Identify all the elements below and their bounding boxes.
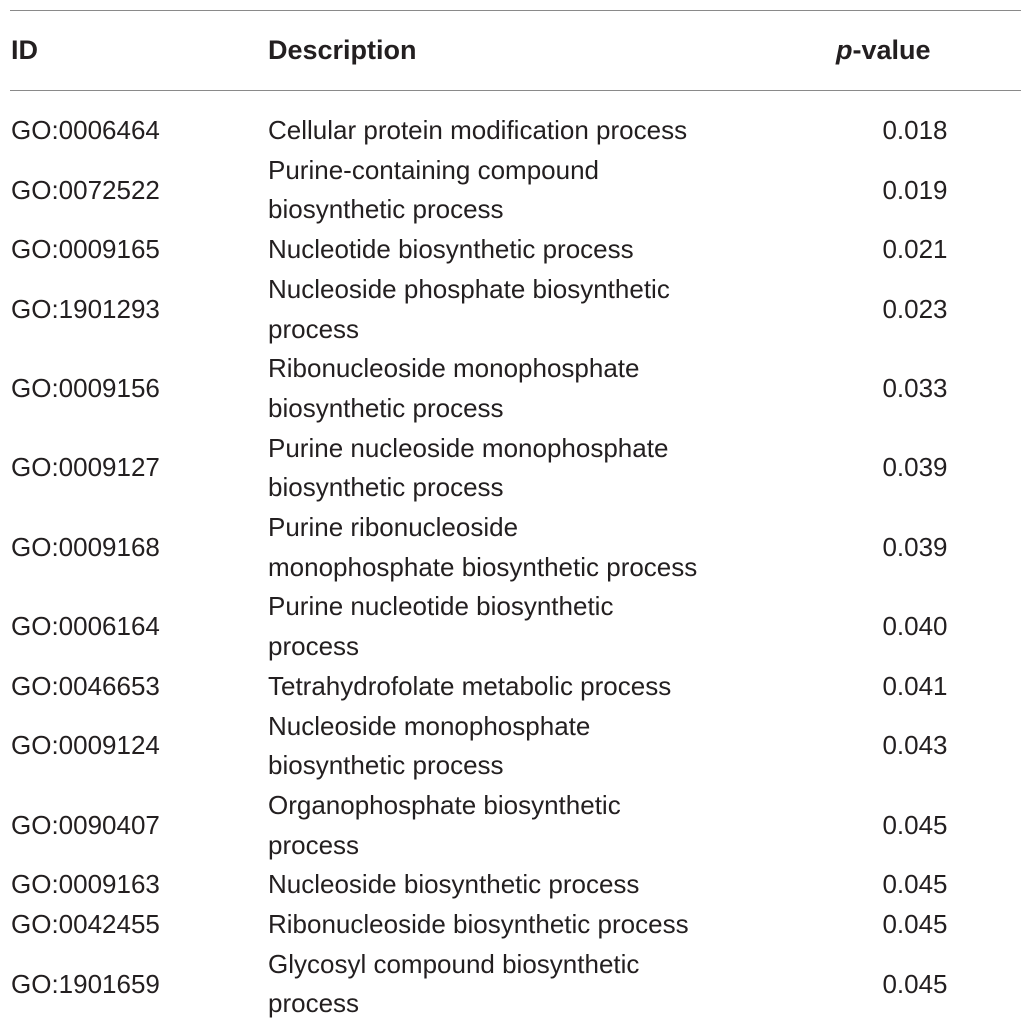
cell-pvalue: 0.021: [882, 234, 948, 265]
cell-go-id: GO:0009165: [11, 234, 160, 265]
header-pvalue-rest: -value: [852, 35, 931, 65]
description-line: Nucleoside biosynthetic process: [268, 869, 640, 900]
table-row: [0, 230, 1031, 270]
cell-description: [268, 429, 788, 508]
cell-pvalue: 0.023: [882, 293, 948, 324]
cell-go-id: GO:1901659: [11, 968, 160, 999]
cell-description: [268, 508, 788, 587]
cell-description: [268, 111, 788, 151]
cell-description: [268, 945, 788, 1024]
description-line: Purine-containing compound: [268, 154, 599, 185]
cell-go-id: GO:0009156: [11, 373, 160, 404]
cell-go-id: GO:0006464: [11, 115, 160, 145]
cell-pvalue: 0.039: [882, 452, 948, 483]
description-line: process: [268, 631, 360, 662]
cell-go-id: GO:0009163: [11, 869, 160, 900]
table-row: [0, 786, 1031, 865]
description-line: process: [268, 988, 360, 1019]
description-line: biosynthetic process: [268, 194, 504, 225]
description-line: biosynthetic process: [268, 472, 504, 503]
table-row: [0, 151, 1031, 230]
header-pvalue: [836, 30, 931, 70]
cell-go-id: GO:0009168: [11, 531, 160, 562]
table-row: [0, 508, 1031, 587]
cell-pvalue: 0.045: [882, 869, 948, 900]
description-line: Tetrahydrofolate metabolic process: [268, 670, 672, 701]
cell-description: [268, 349, 788, 428]
header-id: ID: [11, 35, 38, 65]
cell-go-id: GO:0072522: [11, 174, 160, 205]
cell-description: [268, 151, 788, 230]
table-body: [0, 111, 1031, 1024]
cell-go-id: GO:0009127: [11, 452, 160, 483]
description-line: Purine nucleoside monophosphate: [268, 432, 669, 463]
description-line: Nucleotide biosynthetic process: [268, 234, 634, 265]
description-line: Cellular protein modification process: [268, 115, 688, 145]
cell-go-id: GO:1901293: [11, 293, 160, 324]
cell-go-id: GO:0090407: [11, 809, 160, 840]
cell-pvalue: 0.033: [882, 373, 948, 404]
table-row: [0, 429, 1031, 508]
cell-pvalue: 0.039: [882, 531, 948, 562]
cell-description: [268, 786, 788, 865]
table-row: [0, 945, 1031, 1024]
table-row: [0, 667, 1031, 707]
header-description: Description: [268, 35, 417, 65]
cell-description: [268, 707, 788, 786]
table-row: [0, 707, 1031, 786]
description-line: Purine ribonucleoside: [268, 512, 519, 543]
cell-description: [268, 667, 788, 707]
table-row: [0, 111, 1031, 151]
table-row: [0, 587, 1031, 666]
description-line: Purine nucleotide biosynthetic: [268, 591, 614, 622]
cell-go-id: GO:0046653: [11, 670, 160, 701]
cell-go-id: GO:0009124: [11, 730, 160, 761]
cell-pvalue: 0.040: [882, 611, 948, 642]
description-line: biosynthetic process: [268, 392, 504, 423]
cell-description: [268, 230, 788, 270]
description-line: Ribonucleoside biosynthetic process: [268, 909, 689, 940]
header-pvalue-italic: p: [836, 35, 853, 65]
cell-description: [268, 865, 788, 905]
cell-go-id: GO:0006164: [11, 611, 160, 642]
description-line: Organophosphate biosynthetic: [268, 789, 621, 820]
table-row: [0, 270, 1031, 349]
table-row: [0, 905, 1031, 945]
table-header-rule: [10, 90, 1021, 91]
cell-pvalue: 0.045: [882, 909, 948, 940]
cell-go-id: GO:0042455: [11, 909, 160, 940]
cell-pvalue: 0.018: [882, 115, 948, 145]
cell-pvalue: 0.045: [882, 809, 948, 840]
description-line: process: [268, 313, 360, 344]
cell-description: [268, 587, 788, 666]
description-line: monophosphate biosynthetic process: [268, 551, 698, 582]
cell-pvalue: 0.045: [882, 968, 948, 999]
description-line: Ribonucleoside monophosphate: [268, 353, 640, 384]
description-line: Nucleoside phosphate biosynthetic: [268, 273, 670, 304]
cell-pvalue: 0.041: [882, 670, 948, 701]
cell-description: [268, 905, 788, 945]
cell-pvalue: 0.019: [882, 174, 948, 205]
table-row: [0, 349, 1031, 428]
description-line: Nucleoside monophosphate: [268, 710, 591, 741]
description-line: process: [268, 829, 360, 860]
table-top-rule: [10, 10, 1021, 11]
description-line: Glycosyl compound biosynthetic: [268, 948, 640, 979]
table-row: [0, 865, 1031, 905]
cell-description: [268, 270, 788, 349]
cell-pvalue: 0.043: [882, 730, 948, 761]
description-line: biosynthetic process: [268, 750, 504, 781]
